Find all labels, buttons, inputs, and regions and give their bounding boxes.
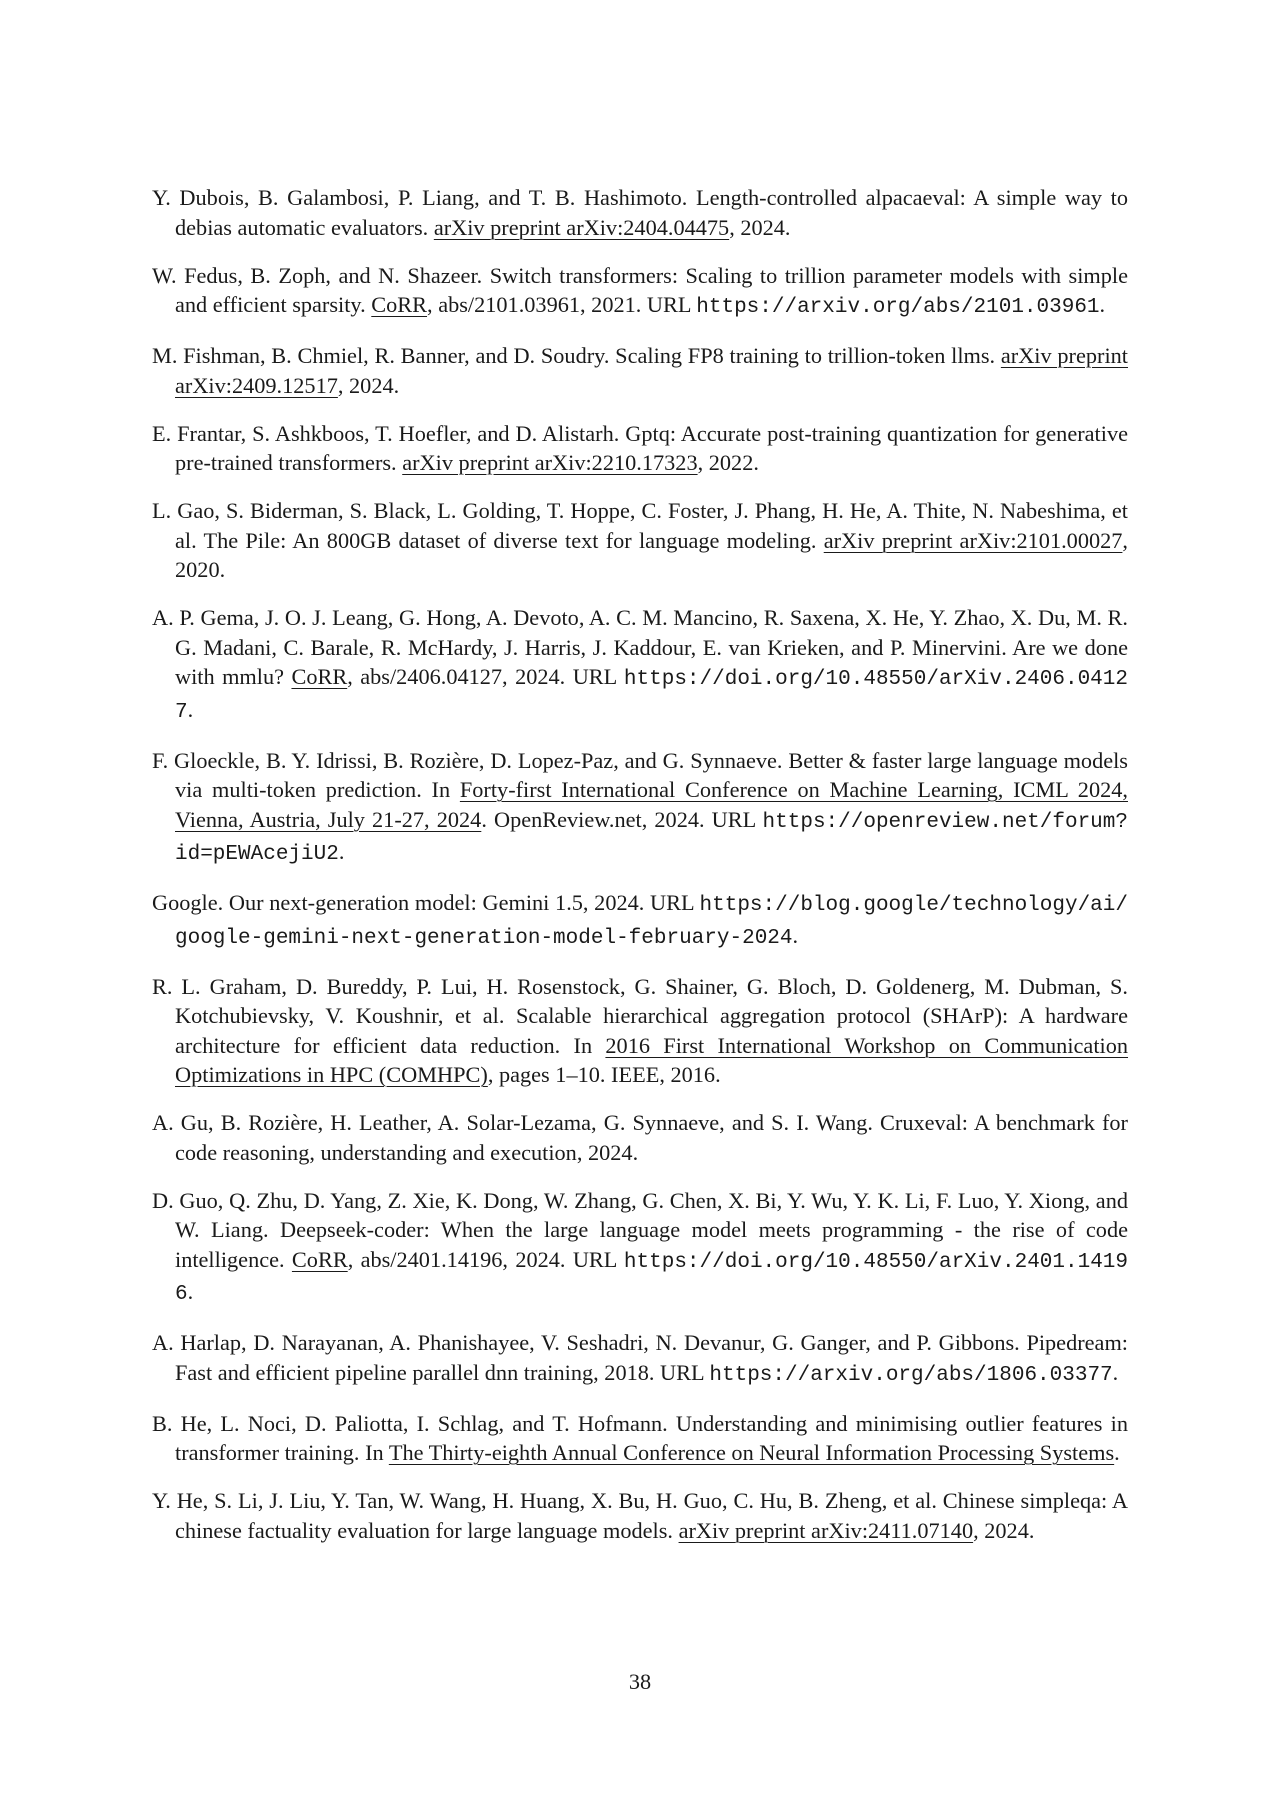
reference-venue-link[interactable]: The Thirty-eighth Annual Conference on Neural Information Processing Systems — [388, 1440, 1115, 1465]
reference-text: , 2022. — [697, 450, 759, 475]
reference-entry — [152, 496, 1128, 585]
reference-venue-link[interactable]: arXiv preprint arXiv:2404.04475 — [433, 214, 730, 240]
reference-venue-link[interactable]: arXiv preprint arXiv:2409.12517 — [175, 343, 1128, 398]
reference-entry — [152, 183, 1128, 242]
reference-text: , pages 1–10. IEEE, 2016. — [487, 1062, 721, 1087]
url-label: URL — [711, 806, 763, 832]
reference-text: . — [187, 1279, 194, 1304]
reference-text: W. Fedus, B. Zoph, and N. Shazeer. Switch transformers: Scaling to trillion parameter models with simple and efficient sparsity. — [152, 262, 1128, 317]
reference-text: Y. He, S. Li, J. Liu, Y. Tan, W. Wang, H. Huang, X. Bu, H. Guo, C. Hu, B. Zheng, et al. Chinese simpleqa: A chinese factuality evaluation for large language models. — [152, 1488, 1128, 1543]
reference-url-link[interactable]: https://blog.google/technology/ai/google-gemini-next-generation-model-february-2024 — [175, 894, 1128, 950]
reference-url-link[interactable]: https://arxiv.org/abs/1806.03377 — [709, 1363, 1113, 1387]
reference-venue-link[interactable]: CoRR — [371, 292, 428, 317]
reference-entry — [152, 603, 1128, 727]
reference-venue-link[interactable]: arXiv preprint arXiv:2101.00027 — [823, 527, 1123, 553]
url-label: URL — [660, 1359, 710, 1385]
reference-venue-link[interactable]: CoRR — [291, 664, 348, 689]
reference-text: . — [1099, 292, 1106, 317]
reference-text: E. Frantar, S. Ashkboos, T. Hoefler, and D. Alistarh. Gptq: Accurate post-training quantization for generative pre-trained transformers. — [152, 420, 1128, 475]
reference-entry — [152, 1486, 1128, 1545]
reference-entry — [152, 888, 1128, 953]
reference-text: M. Fishman, B. Chmiel, R. Banner, and D. Soudry. Scaling FP8 training to trillion-token llms. — [152, 343, 1001, 368]
reference-text: B. He, L. Noci, D. Paliotta, I. Schlag, and T. Hofmann. Understanding and minimising outlier features in transformer training. In — [152, 1410, 1128, 1465]
reference-venue-link[interactable]: 2016 First International Workshop on Communication Optimizations in HPC (COMHPC) — [175, 1032, 1129, 1087]
reference-text: , abs/2406.04127, 2024. — [347, 664, 573, 689]
reference-url-link[interactable]: https://doi.org/10.48550/arXiv.2406.04127 — [175, 668, 1128, 724]
reference-url-link[interactable]: https://doi.org/10.48550/arXiv.2401.14196 — [175, 1250, 1129, 1306]
reference-entry — [152, 1108, 1128, 1167]
url-label: URL — [650, 890, 700, 915]
page-number: 38 — [628, 1669, 652, 1694]
reference-text: , 2024. — [729, 214, 791, 240]
reference-entry — [152, 1409, 1128, 1468]
reference-text: , 2020. — [175, 527, 1128, 582]
reference-venue-link[interactable]: arXiv preprint arXiv:2411.07140 — [678, 1517, 974, 1543]
reference-entry — [152, 1186, 1128, 1310]
reference-url-link[interactable]: https://openreview.net/forum?id=pEWAcejiU2 — [175, 810, 1128, 866]
reference-entry — [152, 419, 1128, 478]
reference-url-link[interactable]: https://arxiv.org/abs/2101.03961 — [696, 296, 1100, 319]
reference-text: A. Harlap, D. Narayanan, A. Phanishayee, V. Seshadri, N. Devanur, G. Ganger, and P. Gibbons. Pipedream: Fast and efficient pipeline parallel dnn training, 2018. — [152, 1330, 1128, 1385]
url-label: URL — [572, 1246, 624, 1272]
reference-text: . — [792, 922, 799, 948]
reference-text: , 2024. — [337, 372, 400, 398]
reference-text: R. L. Graham, D. Bureddy, P. Lui, H. Rosenstock, G. Shainer, G. Bloch, D. Goldenerg, M. Dubman, S. Kotchubievsky, V. Koushnir, et al. Scalable hierarchical aggregation protocol (SHArP): A hardware architecture for efficient data reduction. In — [152, 973, 1128, 1058]
reference-venue-link[interactable]: Forty-first International Conference on Machine Learning, ICML 2024, Vienna, Austria, July 21-27, 2024 — [175, 777, 1128, 832]
reference-list — [152, 183, 1128, 1564]
reference-text: . — [187, 696, 194, 722]
reference-entry — [152, 972, 1128, 1090]
reference-entry — [152, 746, 1128, 870]
reference-text: Google. Our next-generation model: Gemini 1.5, 2024. — [152, 890, 651, 915]
reference-text: , abs/2401.14196, 2024. — [347, 1246, 573, 1272]
reference-text: L. Gao, S. Biderman, S. Black, L. Golding, T. Hoppe, C. Foster, J. Phang, H. He, A. Thite, N. Nabeshima, et al. The Pile: An 800GB dataset of diverse text for language modeling. — [152, 498, 1128, 553]
url-label: URL — [646, 292, 697, 317]
reference-text: . — [1114, 1440, 1120, 1465]
reference-venue-link[interactable]: CoRR — [291, 1246, 348, 1272]
reference-text: . — [1112, 1359, 1119, 1385]
reference-entry — [152, 261, 1128, 323]
reference-text: . OpenReview.net, 2024. — [481, 806, 712, 832]
reference-text: . — [338, 839, 345, 864]
reference-entry — [152, 1328, 1128, 1390]
reference-text: , 2024. — [973, 1517, 1035, 1543]
reference-text: A. Gu, B. Rozière, H. Leather, A. Solar-Lezama, G. Synnaeve, and S. I. Wang. Cruxeval: A benchmark for code reasoning, understanding and execution, 2024. — [152, 1110, 1128, 1165]
reference-entry — [152, 341, 1128, 400]
reference-venue-link[interactable]: arXiv preprint arXiv:2210.17323 — [402, 450, 698, 475]
reference-text: , abs/2101.03961, 2021. — [427, 292, 647, 317]
reference-text: F. Gloeckle, B. Y. Idrissi, B. Rozière, D. Lopez-Paz, and G. Synnaeve. Better & faster large language models via multi-token prediction. In — [152, 747, 1128, 802]
url-label: URL — [572, 664, 624, 689]
reference-text: A. P. Gema, J. O. J. Leang, G. Hong, A. Devoto, A. C. M. Mancino, R. Saxena, X. He, Y. Zhao, X. Du, M. R. G. Madani, C. Barale, R. McHardy, J. Harris, J. Kaddour, E. van Krieken, and P. Minervini. Are we done with mmlu? — [152, 605, 1128, 689]
reference-text: D. Guo, Q. Zhu, D. Yang, Z. Xie, K. Dong, W. Zhang, G. Chen, X. Bi, Y. Wu, Y. K. Li, F. Luo, Y. Xiong, and W. Liang. Deepseek-coder: When the large language model meets programming - the rise of code intelligence. — [152, 1187, 1128, 1272]
reference-text: Y. Dubois, B. Galambosi, P. Liang, and T. B. Hashimoto. Length-controlled alpacaeval: A simple way to debias automatic evaluators. — [152, 185, 1128, 240]
